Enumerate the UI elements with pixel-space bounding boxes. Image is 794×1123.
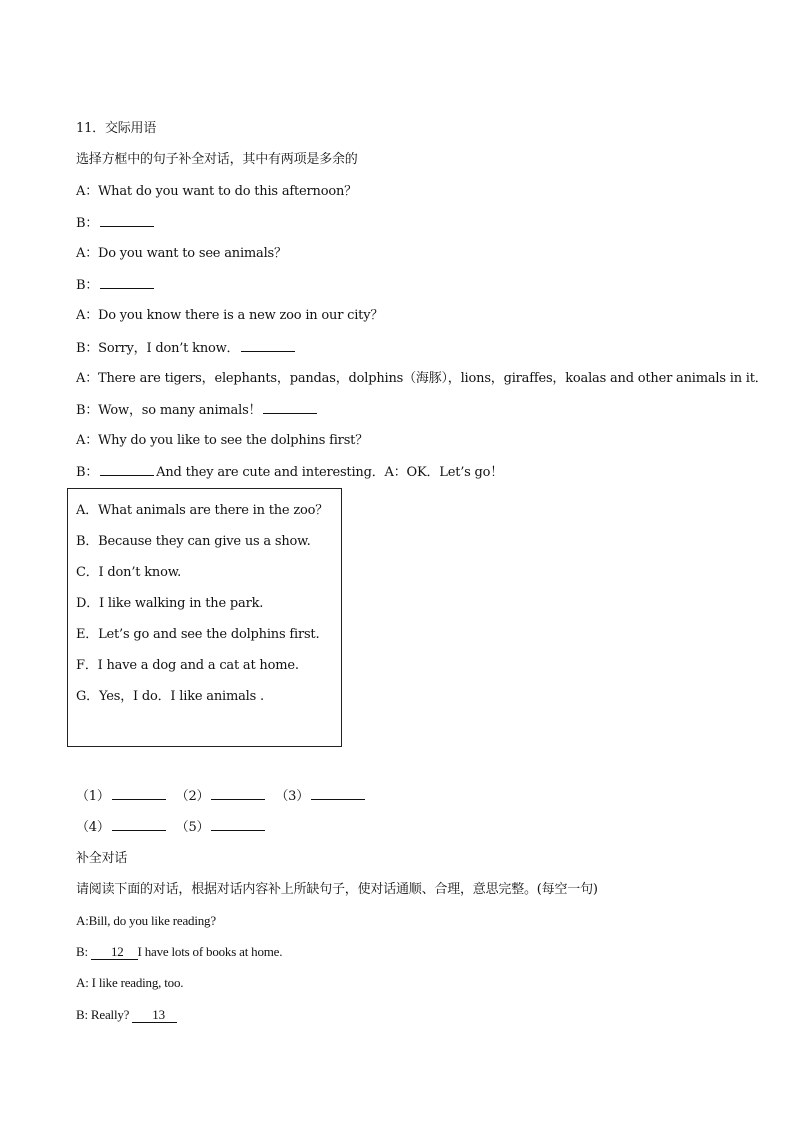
dialogue-text: Do you know there is a new zoo in our city？ xyxy=(98,308,384,323)
dialogue-text: There are tigers，elephants，pandas，dolphins（海豚），lions，giraffes，koalas and other animals in it． xyxy=(98,371,768,386)
answer-number: （3） xyxy=(275,789,310,804)
answer-blank[interactable] xyxy=(100,276,154,289)
dialogue-text: Sorry，I don’t know． xyxy=(98,341,240,356)
blank-13[interactable]: 13 xyxy=(132,1007,177,1023)
answer-slot xyxy=(76,818,168,837)
dialogue-line xyxy=(76,245,287,263)
option-item: A．What animals are there in the zoo？ xyxy=(76,503,329,518)
answer-slot xyxy=(176,787,268,806)
answer-slot xyxy=(176,818,268,837)
line-suffix: I have lots of books at home. xyxy=(137,944,283,959)
answer-number: （2） xyxy=(175,789,210,804)
dialogue-line xyxy=(76,463,503,482)
answer-blank[interactable] xyxy=(211,787,265,800)
dialogue-line xyxy=(76,432,368,450)
answer-blank[interactable] xyxy=(263,401,317,414)
answer-blank[interactable] xyxy=(112,818,166,831)
line-prefix: B: xyxy=(76,944,91,959)
speaker-label: A： xyxy=(76,371,98,386)
dialogue-line xyxy=(76,370,768,388)
answer-slot xyxy=(275,787,367,806)
option-item: D．I like walking in the park. xyxy=(76,596,264,611)
section2-line-3: A: I like reading, too. xyxy=(76,975,184,990)
speaker-label: A： xyxy=(76,184,98,199)
dialogue-text: What do you want to do this afternoon？ xyxy=(98,184,357,199)
section2-instruction: 请阅读下面的对话，根据对话内容补上所缺句子，使对话通顺、合理，意思完整。(每空一句) xyxy=(76,882,598,897)
dialogue-text: Why do you like to see the dolphins first？ xyxy=(98,433,368,448)
answer-number: （1） xyxy=(76,789,110,804)
answer-blank[interactable] xyxy=(100,214,154,227)
dialogue-text: Do you want to see animals？ xyxy=(98,246,287,261)
option-item: B．Because they can give us a show. xyxy=(76,534,311,549)
speaker-label: B： xyxy=(76,403,99,418)
answer-blank[interactable] xyxy=(100,463,154,476)
speaker-label: B： xyxy=(76,278,99,293)
dialogue-line xyxy=(76,339,297,358)
dialogue-line xyxy=(76,214,156,233)
answer-blank[interactable] xyxy=(112,787,166,800)
option-item: C．I don’t know. xyxy=(76,565,182,580)
speaker-label: B： xyxy=(76,341,99,356)
answer-row-1 xyxy=(76,787,375,806)
answer-blank[interactable] xyxy=(311,787,365,800)
section2-line-4 xyxy=(76,1006,177,1024)
option-item: G．Yes，I do．I like animals . xyxy=(76,689,264,704)
answer-blank[interactable] xyxy=(241,339,295,352)
dialogue-text-after: And they are cute and interesting．A：OK．Let’s go！ xyxy=(156,465,504,480)
answer-row-2 xyxy=(76,818,275,837)
section2-line-2 xyxy=(76,943,282,961)
dialogue-line xyxy=(76,183,357,201)
dialogue-line xyxy=(76,307,383,325)
speaker-label: B： xyxy=(76,216,99,231)
speaker-label: B： xyxy=(76,465,99,480)
speaker-label: A： xyxy=(76,308,98,323)
speaker-label: A： xyxy=(76,246,98,261)
dialogue-line xyxy=(76,276,156,295)
blank-12[interactable]: 12 xyxy=(91,944,138,960)
question-heading: 11．交际用语 xyxy=(76,121,157,136)
option-item: F．I have a dog and a cat at home. xyxy=(76,658,299,673)
option-item: E．Let’s go and see the dolphins first. xyxy=(76,627,320,642)
dialogue-line xyxy=(76,401,319,420)
dialogue-text: Wow，so many animals！ xyxy=(98,403,262,418)
section2-line-1: A:Bill, do you like reading? xyxy=(76,913,216,928)
answer-number: （4） xyxy=(76,820,110,835)
line-prefix: B: Really? xyxy=(76,1007,133,1022)
answer-blank[interactable] xyxy=(211,818,265,831)
section2-heading: 补全对话 xyxy=(76,851,128,866)
answer-slot xyxy=(76,787,168,806)
answer-number: （5） xyxy=(175,820,210,835)
question-instruction: 选择方框中的句子补全对话，其中有两项是多余的 xyxy=(76,152,358,167)
options-box xyxy=(67,488,342,747)
speaker-label: A： xyxy=(76,433,98,448)
